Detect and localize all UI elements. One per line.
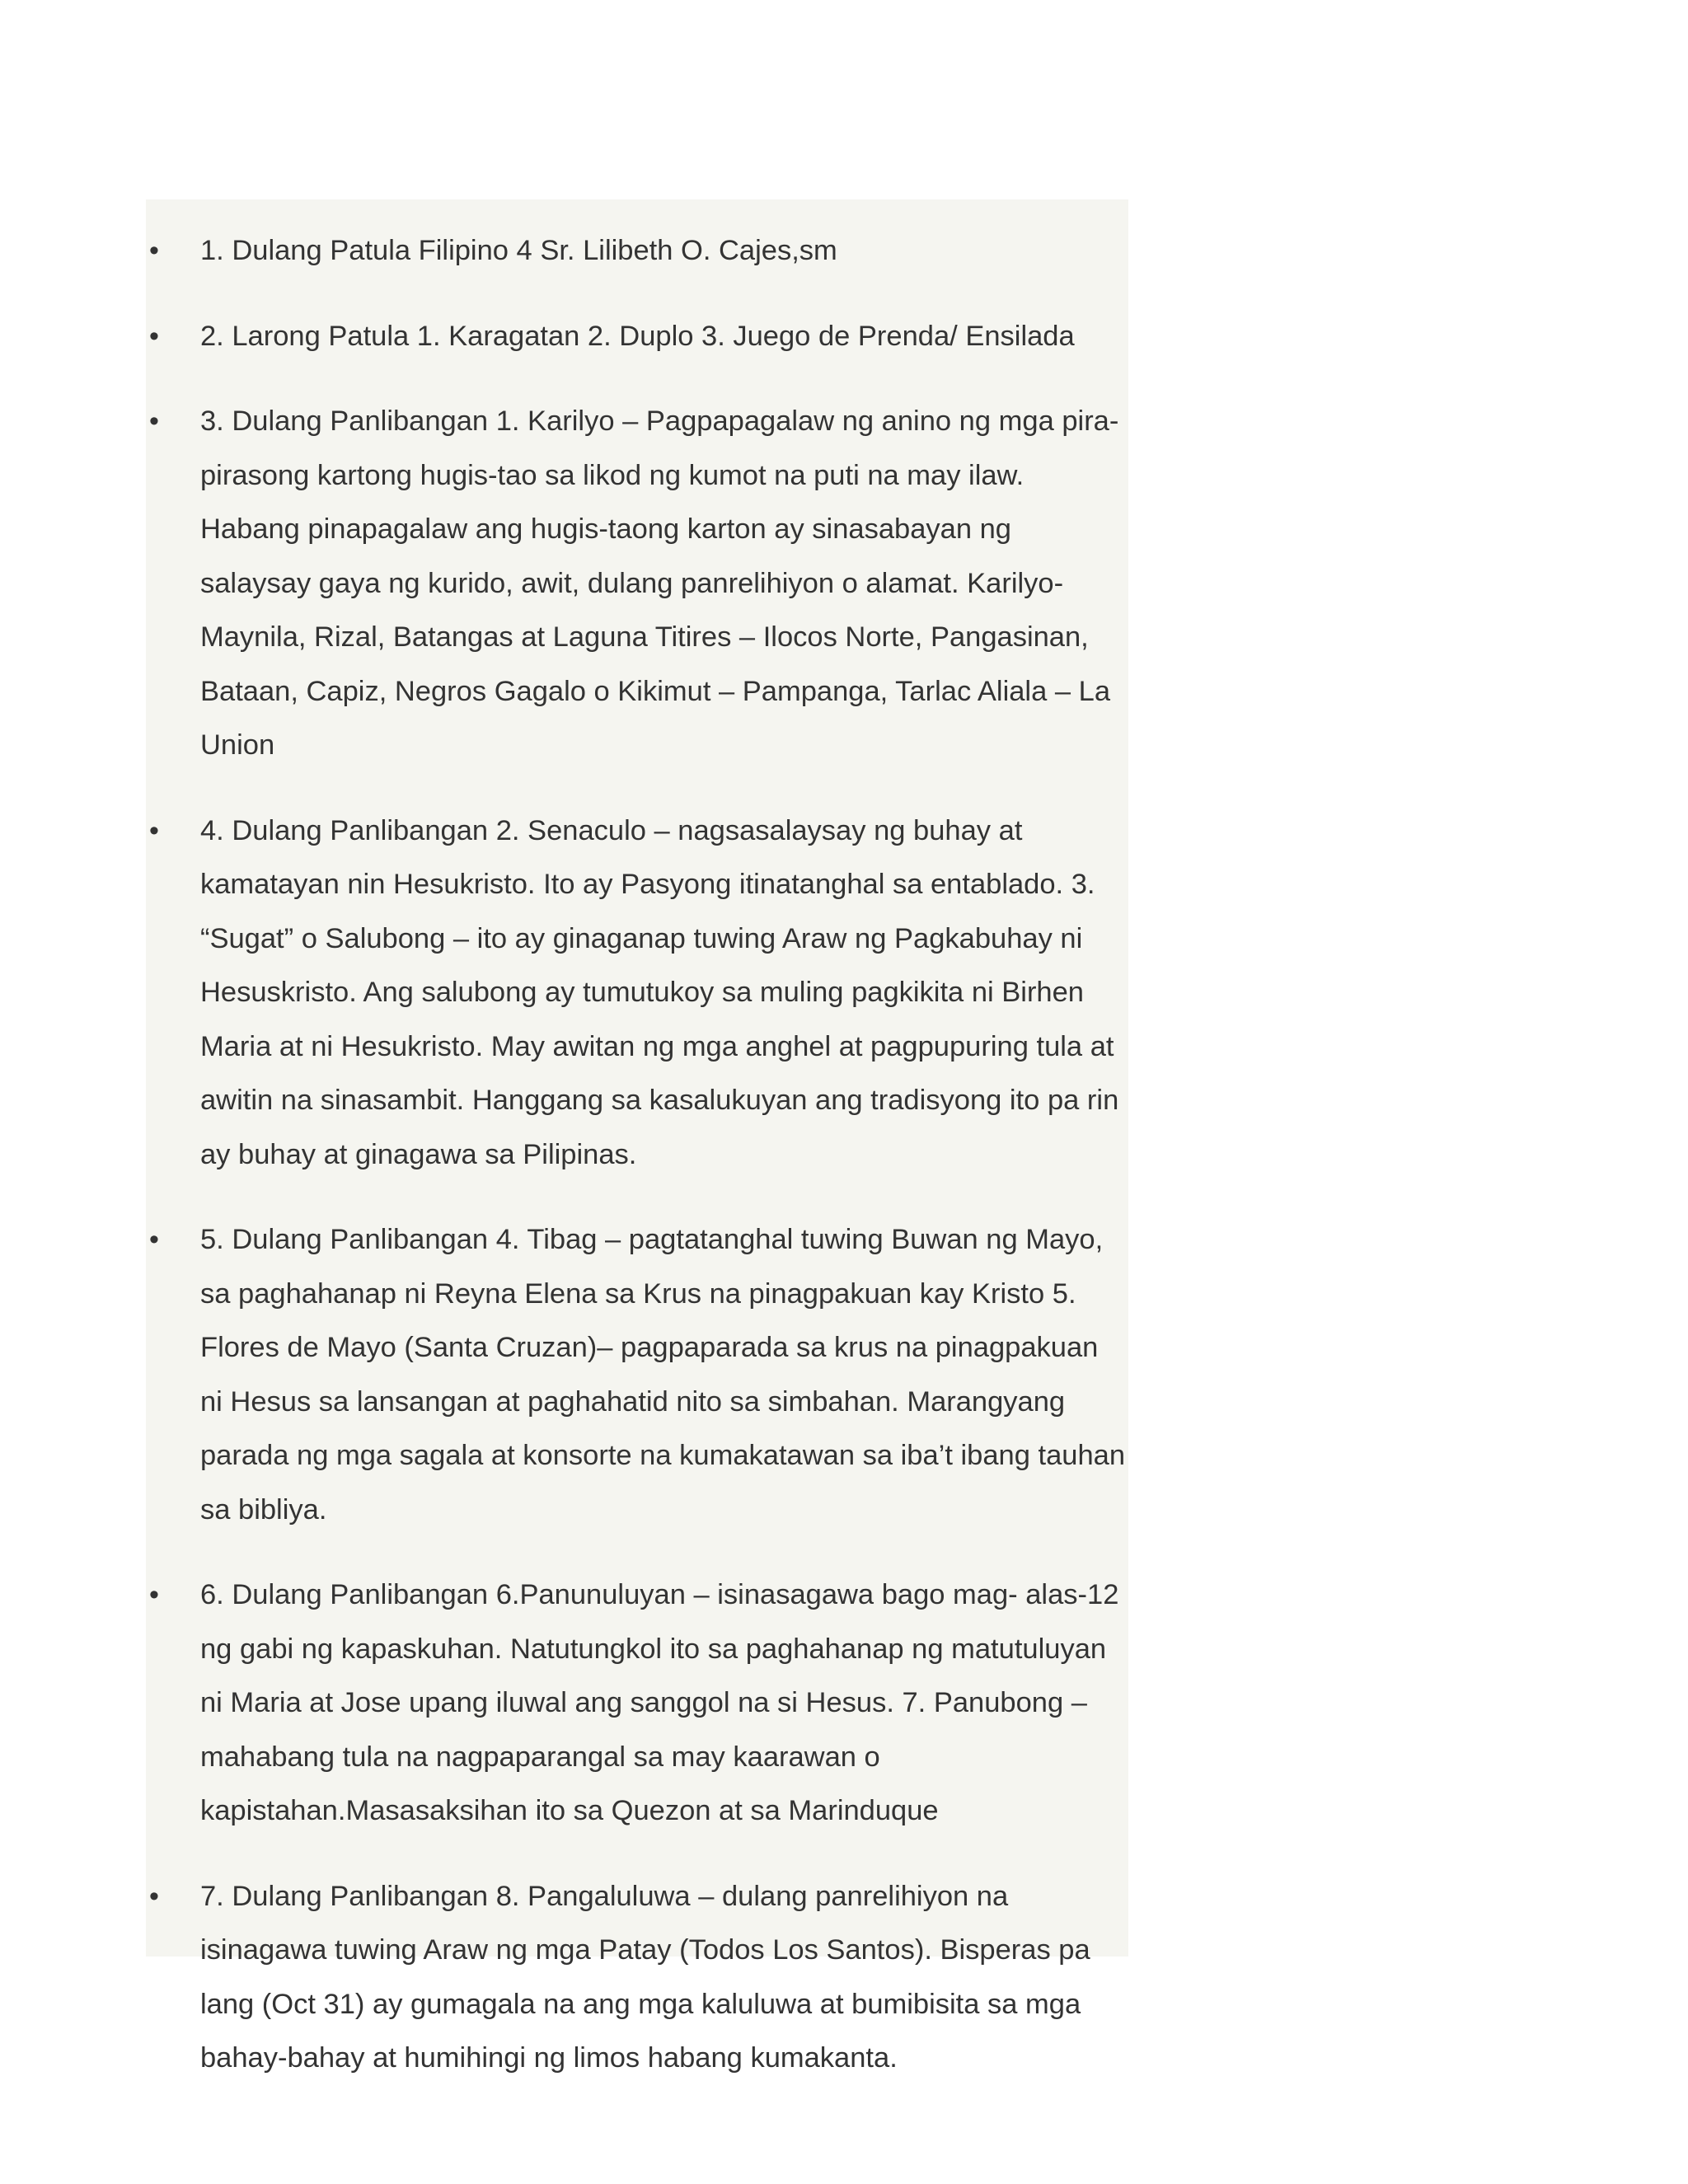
list-item: • 1. Dulang Patula Filipino 4 Sr. Lilibeth O. Cajes,sm [146, 224, 1128, 279]
list-item: • 5. Dulang Panlibangan 4. Tibag – pagtatanghal tuwing Buwan ng Mayo, sa paghahanap ni Reyna Elena sa Krus na pinagpakuan kay Kristo 5. Flores de Mayo (Santa Cruzan)– pagpaparada sa krus na pinagpakuan ni Hesus sa lansangan at paghahatid nito sa simbahan. Marangyang parada ng mga sagala at konsorte na kumakatawan sa iba’t ibang tauhan sa bibliya. [146, 1213, 1128, 1537]
list-item: • 2. Larong Patula 1. Karagatan 2. Duplo 3. Juego de Prenda/ Ensilada [146, 310, 1128, 364]
list-item: • 7. Dulang Panlibangan 8. Pangaluluwa – dulang panrelihiyon na isinagawa tuwing Araw ng mga Patay (Todos Los Santos). Bisperas pa lang (Oct 31) ay gumagala na ang mga kaluluwa at bumibisita sa mga bahay-bahay at humihingi ng limos habang kumakanta. [146, 1870, 1128, 2086]
list-item: • 3. Dulang Panlibangan 1. Karilyo – Pagpapagalaw ng anino ng mga pira-pirasong kartong hugis-tao sa likod ng kumot na puti na may ilaw. Habang pinapagalaw ang hugis-taong karton ay sinasabayan ng salaysay gaya ng kurido, awit, dulang panrelihiyon o alamat. Karilyo- Maynila, Rizal, Batangas at Laguna Titires – Ilocos Norte, Pangasinan, Bataan, Capiz, Negros Gagalo o Kikimut – Pampanga, Tarlac Aliala – La Union [146, 395, 1128, 773]
list-item: • 4. Dulang Panlibangan 2. Senaculo – nagsasalaysay ng buhay at kamatayan nin Hesukristo. Ito ay Pasyong itinatanghal sa entablado. 3. “Sugat” o Salubong – ito ay ginaganap tuwing Araw ng Pagkabuhay ni Hesuskristo. Ang salubong ay tumutukoy sa muling pagkikita ni Birhen Maria at ni Hesukristo. May awitan ng mga anghel at pagpupuring tula at awitin na sinasambit. Hanggang sa kasalukuyan ang tradisyong ito pa rin ay buhay at ginagawa sa Pilipinas. [146, 804, 1128, 1183]
content-panel [146, 199, 1128, 2074]
bullet-list [146, 224, 1128, 2117]
list-item: • 6. Dulang Panlibangan 6.Panunuluyan – isinasagawa bago mag- alas-12 ng gabi ng kapaskuhan. Natutungkol ito sa paghahanap ng matutuluyan ni Maria at Jose upang iluwal ang sanggol na si Hesus. 7. Panubong – mahabang tula na nagpaparangal sa may kaarawan o kapistahan.Masasaksihan ito sa Quezon at sa Marinduque [146, 1568, 1128, 1839]
